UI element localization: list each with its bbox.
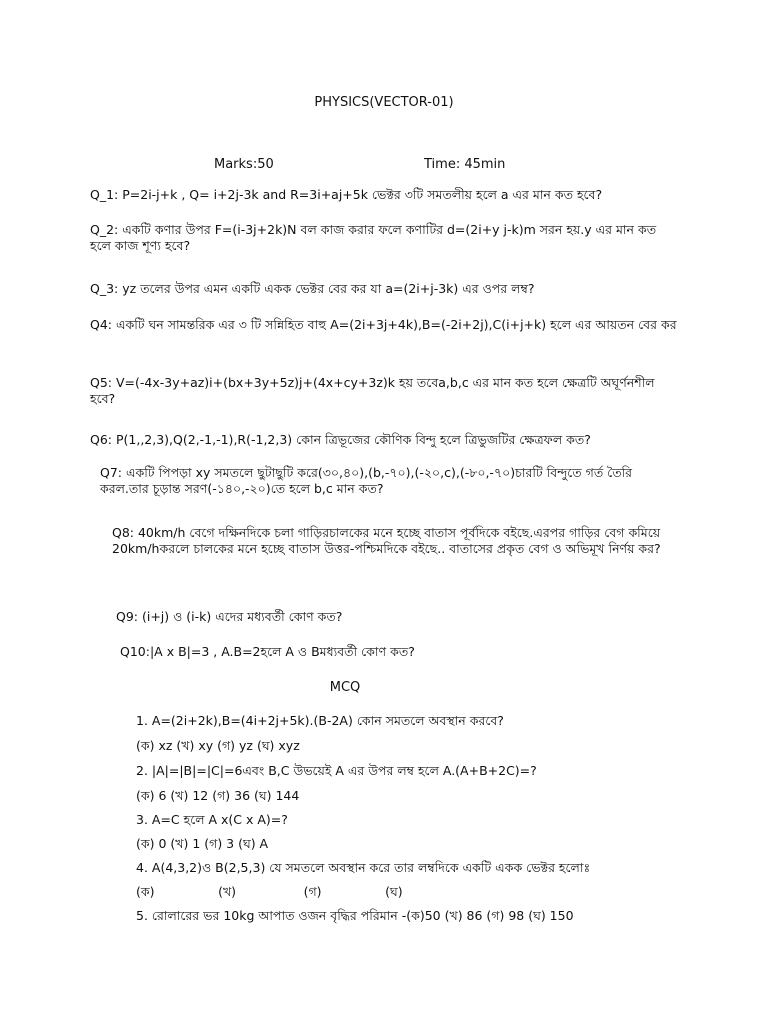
question-6: Q6: P(1,,2,3),Q(2,-1,-1),R(-1,2,3) কোন ত্রিভূজের কৌণিক বিন্দু হলে ত্রিভুজটির ক্ষেত্রফল কত? [90, 432, 591, 447]
mcq-5-question: 5. রোলারের ভর 10kg আপাত ওজন বৃদ্ধির পরিমান -(ক)50 (খ) 86 (গ) 98 (ঘ) 150 [136, 908, 574, 923]
question-2: Q_2: একটি কণার উপর F=(i-3j+2k)N বল কাজ করার ফলে কণাটির d=(2i+y j-k)m সরন হয়.y এর মান কত হলে কাজ শূণ্য হবে? [90, 222, 657, 254]
question-9: Q9: (i+j) ও (i-k) এদের মধ্যবর্তী কোণ কত? [116, 609, 343, 624]
question-3: Q_3: yz তলের উপর এমন একটি একক ভেক্টর বের কর যা a=(2i+j-3k) এর ওপর লম্ব? [90, 281, 535, 296]
mcq-1-options: (ক) xz (খ) xy (গ) yz (ঘ) xyz [136, 738, 300, 753]
question-8: Q8: 40km/h বেগে দক্ষিনদিকে চলা গাড়িরচালকের মনে হচ্ছে বাতাস পূর্বদিকে বইছে.এরপর গাড়ির বেগ কমিয়ে 20km/hকরলে চালকের মনে হচ্ছে বাতাস উত্তর-পশ্চিমদিকে বইছে.. বাতাসের প্রকৃত বেগ ও অভিমূখ নির্ণয় কর? [112, 525, 661, 557]
question-5: Q5: V=(-4x-3y+az)i+(bx+3y+5z)j+(4x+cy+3z)k হয় তবেa,b,c এর মান কত হলে ক্ষেত্রটি অঘূর্ণনশীল হবে? [90, 375, 655, 407]
page-title: PHYSICS(VECTOR-01) [314, 95, 454, 110]
question-4: Q4: একটি ঘন সামন্তরিক এর ৩ টি সন্নিহিত বাহু A=(2i+3j+4k),B=(-2i+2j),C(i+j+k) হলে এর আয়তন বের কর [90, 317, 677, 332]
marks-label: Marks:50 [214, 157, 274, 172]
mcq-1-question: 1. A=(2i+2k),B=(4i+2j+5k).(B-2A) কোন সমতলে অবস্থান করবে? [136, 713, 504, 728]
mcq-4-question: 4. A(4,3,2)ও B(2,5,3) যে সমতলে অবস্থান করে তার লম্বদিকে একটি একক ভেক্টর হলোঃ [136, 860, 591, 875]
question-7: Q7: একটি পিপড়া xy সমতলে ছুটাছুটি করে(৩০,৪০),(b,-৭০),(-২০,c),(-৮০,-৭০)চারটি বিন্দুতে গর্ত তৈরি করল.তার চূড়ান্ত সরণ(-১৪০,-২০)তে হলে b,c মান কত? [100, 465, 633, 497]
question-1: Q_1: P=2i-j+k , Q= i+2j-3k and R=3i+aj+5k ভেক্টর ৩টি সমতলীয় হলে a এর মান কত হবে? [90, 187, 603, 202]
question-10: Q10:|A x B|=3 , A.B=2হলে A ও Bমধ্যবর্তী কোণ কত? [120, 644, 415, 659]
mcq-2-options: (ক) 6 (খ) 12 (গ) 36 (ঘ) 144 [136, 788, 300, 803]
mcq-2-question: 2. |A|=|B|=|C|=6এবং B,C উভয়েই A এর উপর লম্ব হলে A.(A+B+2C)=? [136, 763, 537, 778]
time-label: Time: 45min [424, 157, 506, 172]
mcq-heading: MCQ [329, 680, 361, 695]
mcq-4-options: (ক) (খ) (গ) (ঘ) [136, 884, 403, 899]
mcq-3-question: 3. A=C হলে A x(C x A)=? [136, 812, 288, 827]
mcq-3-options: (ক) 0 (খ) 1 (গ) 3 (ঘ) A [136, 836, 269, 851]
